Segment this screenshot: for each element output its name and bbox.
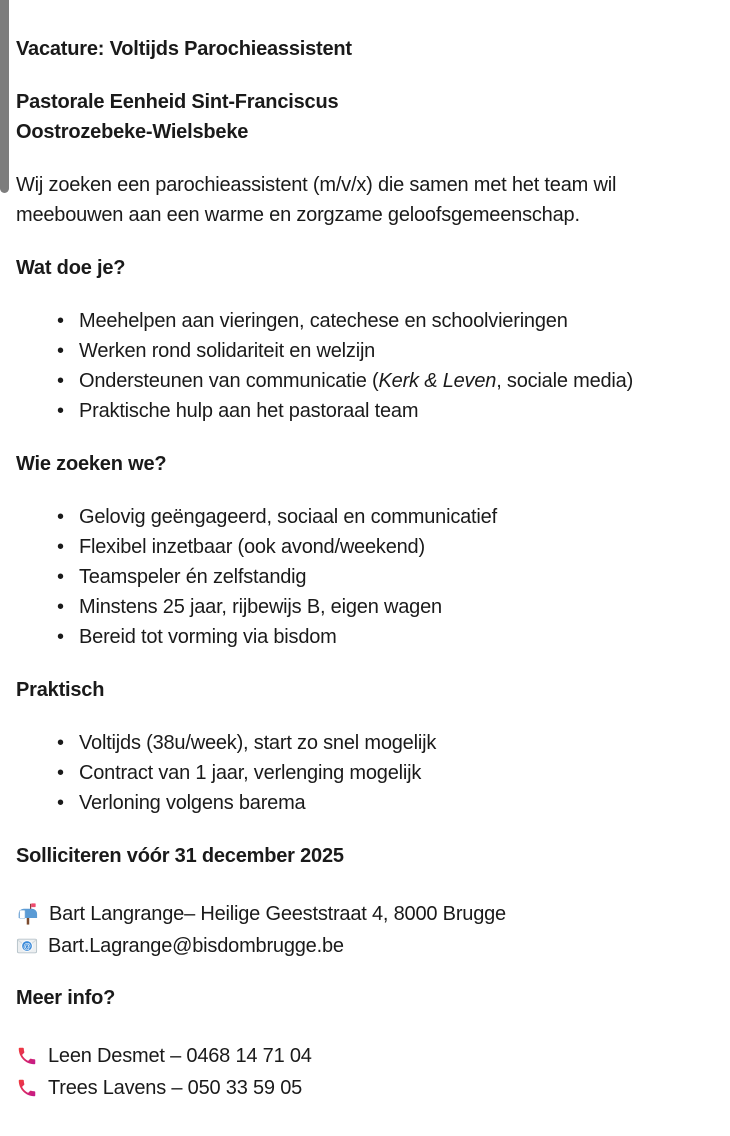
list-item: • Bereid tot vorming via bisdom	[55, 622, 706, 652]
email-text: Bart.Lagrange@bisdombrugge.be	[48, 935, 344, 957]
page-title: Vacature: Voltijds Parochieassistent	[16, 38, 352, 60]
list-item: • Ondersteunen van communicatie (Kerk & Leven, sociale media)	[55, 366, 706, 396]
address-text: Bart Langrange– Heilige Geeststraat 4, 8000 Brugge	[49, 903, 506, 925]
organization-name	[16, 87, 706, 147]
mailbox-icon	[16, 903, 39, 926]
list-item: • Verloning volgens barema	[55, 788, 706, 818]
more-info-heading: Meer info?	[16, 987, 116, 1009]
list-item: • Voltijds (38u/week), start zo snel mogelijk	[55, 728, 706, 758]
phone-text: Leen Desmet – 0468 14 71 04	[48, 1045, 312, 1067]
email-icon	[16, 935, 38, 957]
phone-line	[16, 1040, 706, 1072]
practical-list	[16, 728, 706, 818]
list-item: • Minstens 25 jaar, rijbewijs B, eigen wagen	[55, 592, 706, 622]
phone-icon	[16, 1045, 38, 1067]
apply-deadline-heading: Solliciteren vóór 31 december 2025	[16, 845, 344, 867]
list-item: • Gelovig geëngageerd, sociaal en communicatief	[55, 502, 706, 532]
contact-phone-group	[16, 1040, 706, 1104]
italic-publication-name: Kerk & Leven	[378, 370, 497, 392]
contact-address-group	[16, 898, 706, 962]
list-item: • Praktische hulp aan het pastoraal team	[55, 396, 706, 426]
list-item: • Meehelpen aan vieringen, catechese en schoolvieringen	[55, 306, 706, 336]
svg-text:@: @	[23, 941, 31, 951]
phone-text: Trees Lavens – 050 33 59 05	[48, 1077, 303, 1099]
scrollbar-thumb[interactable]	[0, 0, 9, 193]
section-heading-who: Wie zoeken we?	[16, 453, 167, 475]
section-heading-practical: Praktisch	[16, 679, 105, 701]
list-item: • Werken rond solidariteit en welzijn	[55, 336, 706, 366]
intro-paragraph: Wij zoeken een parochieassistent (m/v/x) die samen met het team wil meebouwen aan een warme en zorgzame geloofsgemeenschap.	[16, 174, 617, 226]
address-line	[16, 898, 706, 930]
organization-line1: Pastorale Eenheid Sint-Franciscus	[16, 91, 339, 113]
phone-line	[16, 1072, 706, 1104]
section-heading-what: Wat doe je?	[16, 257, 126, 279]
what-list	[16, 306, 706, 426]
list-item: • Contract van 1 jaar, verlenging mogelijk	[55, 758, 706, 788]
email-line	[16, 930, 706, 962]
who-list	[16, 502, 706, 652]
phone-icon	[16, 1077, 38, 1099]
organization-line2: Oostrozebeke-Wielsbeke	[16, 121, 249, 143]
list-item: • Flexibel inzetbaar (ook avond/weekend)	[55, 532, 706, 562]
list-item: • Teamspeler én zelfstandig	[55, 562, 706, 592]
